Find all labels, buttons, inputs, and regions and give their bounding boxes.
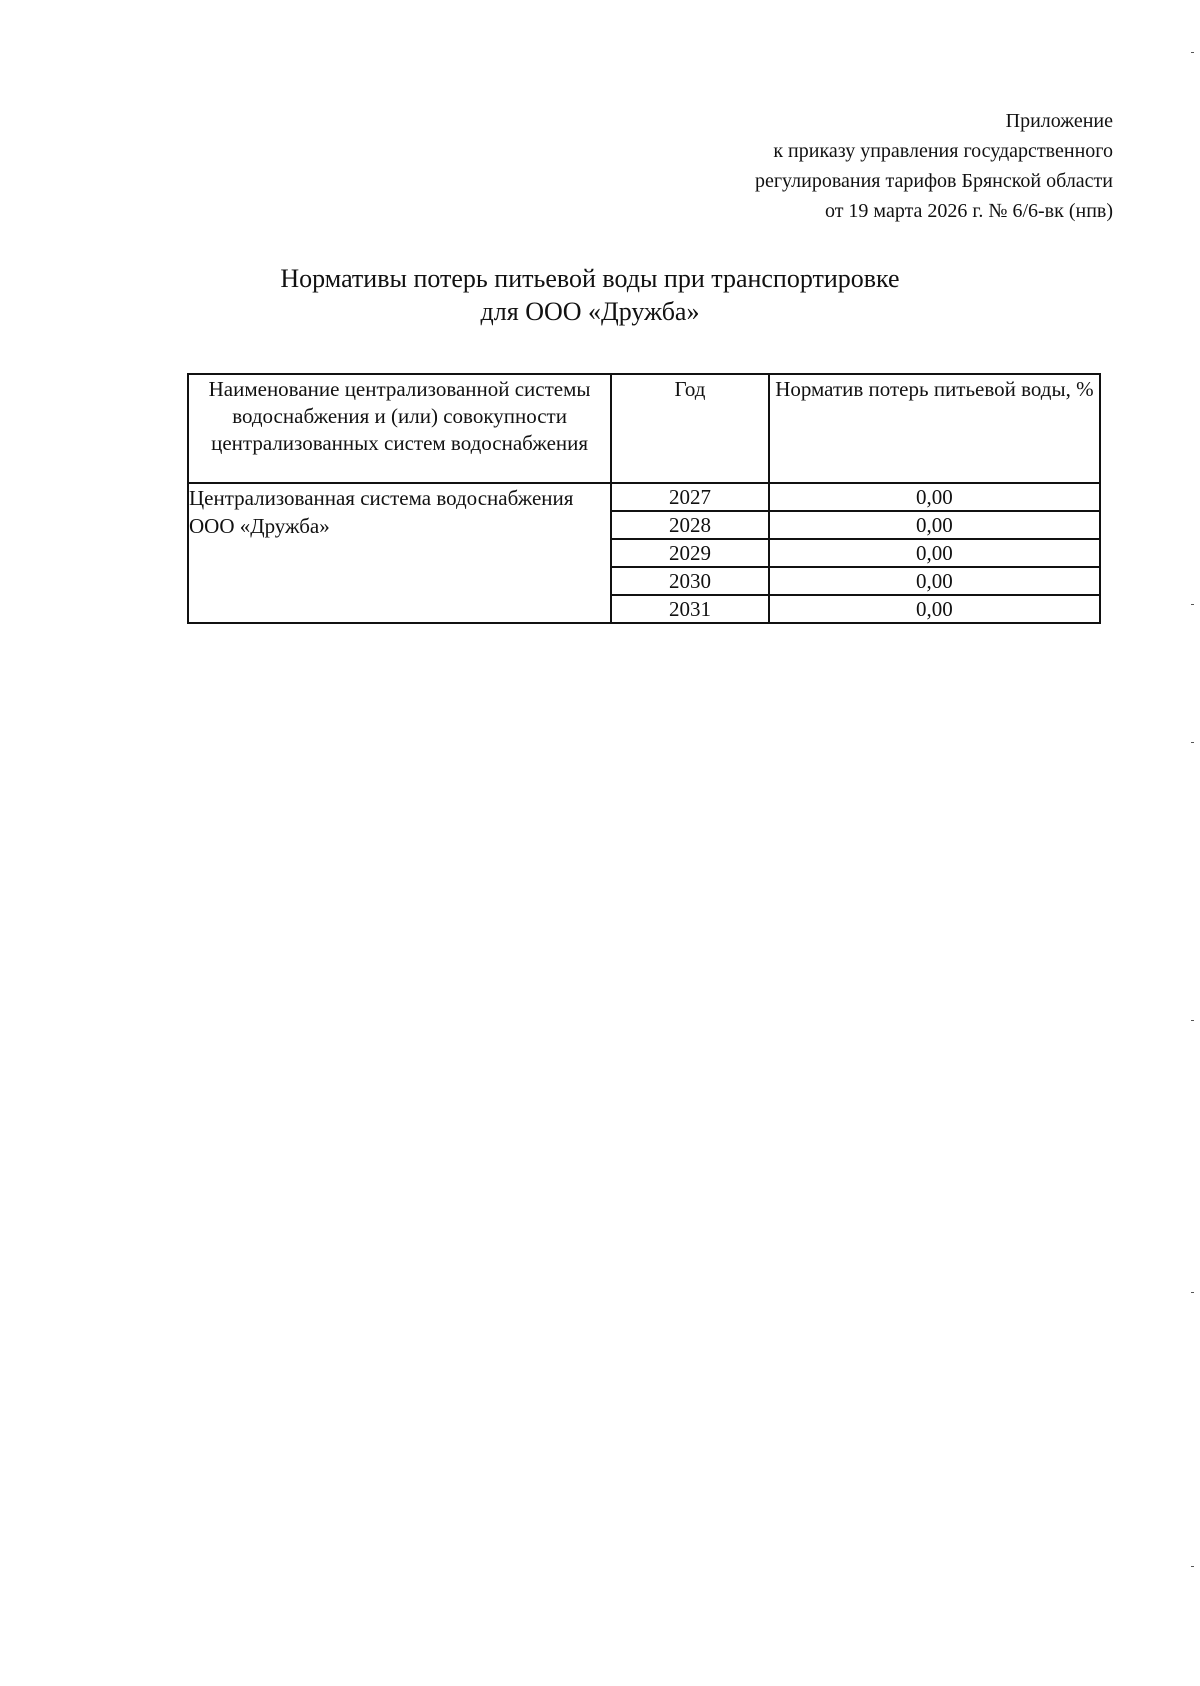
year-cell: 2027 (611, 483, 769, 511)
year-cell: 2028 (611, 511, 769, 539)
norm-cell: 0,00 (769, 567, 1100, 595)
appendix-line: к приказу управления государственного (773, 140, 1113, 162)
scan-edge-mark (1191, 742, 1194, 743)
water-loss-norms-table (187, 373, 1101, 624)
scan-edge-mark (1191, 52, 1194, 53)
scan-edge-mark (1191, 1292, 1194, 1293)
title-line-1: Нормативы потерь питьевой воды при транспортировке (280, 264, 900, 293)
norm-cell: 0,00 (769, 539, 1100, 567)
table-row (188, 483, 1100, 511)
appendix-line: регулирования тарифов Брянской области (754, 170, 1113, 192)
appendix-block (593, 106, 1113, 226)
header-norm: Норматив потерь питьевой воды, % (769, 374, 1100, 483)
scan-edge-mark (1191, 604, 1194, 605)
norm-cell: 0,00 (769, 483, 1100, 511)
table-header-row (188, 374, 1100, 483)
header-system-name: Наименование централизованной системы водоснабжения и (или) совокупности централизованных систем водоснабжения (188, 374, 611, 483)
document-title (180, 262, 1000, 328)
scan-edge-mark (1191, 1566, 1194, 1567)
year-cell: 2030 (611, 567, 769, 595)
appendix-line: от 19 марта 2026 г. № 6/6-вк (нпв) (824, 200, 1113, 222)
norm-cell: 0,00 (769, 595, 1100, 623)
norm-cell: 0,00 (769, 511, 1100, 539)
year-cell: 2031 (611, 595, 769, 623)
scan-edge-mark (1191, 1020, 1194, 1021)
header-year: Год (611, 374, 769, 483)
system-name-cell: Централизованная система водоснабжения ООО «Дружба» (188, 483, 611, 623)
title-line-2: для ООО «Дружба» (480, 297, 700, 326)
year-cell: 2029 (611, 539, 769, 567)
appendix-line: Приложение (1005, 110, 1113, 132)
